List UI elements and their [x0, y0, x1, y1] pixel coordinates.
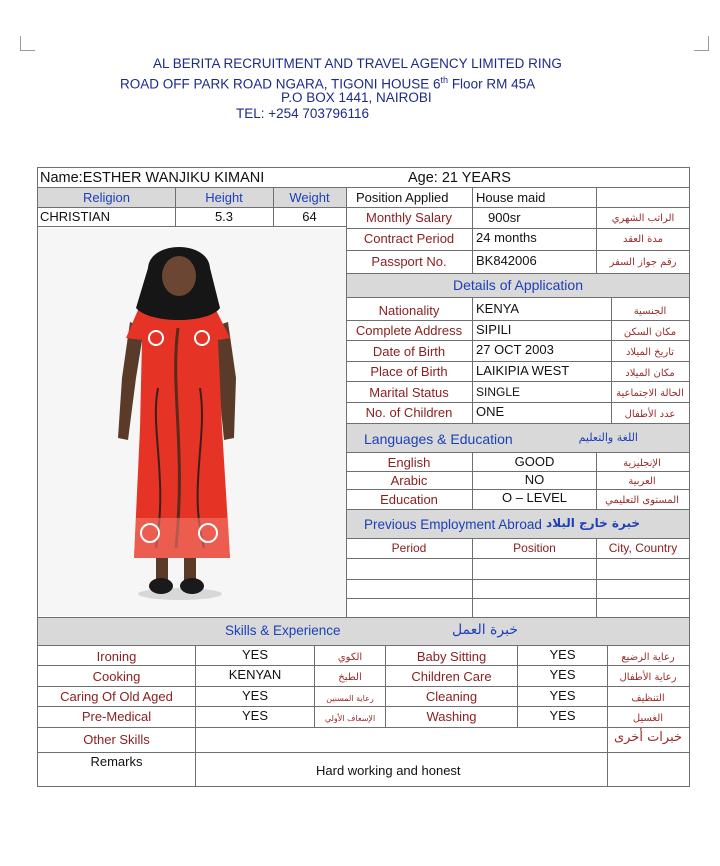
dob-label: Date of Birth	[372, 344, 446, 359]
children-label: No. of Children	[365, 405, 453, 420]
employment-col-period: Period	[391, 541, 427, 555]
skill-ironing-value: YES	[241, 647, 268, 662]
skill-elderly-label: Caring Of Old Aged	[60, 689, 173, 704]
contract-arabic: مدة العقد	[623, 234, 663, 245]
remarks-value: Hard working and honest	[316, 763, 461, 778]
marital-label: Marital Status	[369, 385, 449, 400]
contract-value: 24 months	[476, 230, 537, 245]
skill-premedical-label: Pre-Medical	[81, 709, 152, 724]
other-skills-label: Other Skills	[83, 732, 150, 747]
arabic-label: Arabic	[390, 473, 428, 488]
skill-washing-label: Washing	[426, 709, 477, 724]
candidate-age: Age: 21 YEARS	[408, 170, 511, 186]
skill-cooking-label: Cooking	[92, 669, 141, 684]
agency-name: AL BERITA RECRUITMENT AND TRAVEL AGENCY LIMITED RING	[153, 56, 562, 71]
skills-arabic: خبرة العمل	[452, 622, 518, 638]
skill-cleaning-label: Cleaning	[425, 689, 478, 704]
skill-elderly-arabic: رعاية المسنين	[326, 694, 374, 703]
salary-arabic: الراتب الشهري	[611, 213, 675, 224]
english-label: English	[387, 455, 431, 470]
skill-childrencare-arabic: رعاية الأطفال	[619, 672, 677, 683]
employment-title: Previous Employment Abroad	[364, 517, 542, 532]
address-label: Complete Address	[355, 323, 463, 338]
skill-cooking-arabic: الطبخ	[338, 672, 362, 683]
salary-label: Monthly Salary	[366, 210, 452, 225]
pob-arabic: مكان الميلاد	[625, 368, 675, 379]
skill-elderly-value: YES	[241, 688, 268, 703]
employment-col-city: City, Country	[608, 541, 678, 555]
skill-babysitting-arabic: رعاية الرضيع	[621, 652, 675, 663]
salary-value: 900sr	[488, 210, 521, 225]
skill-babysitting-value: YES	[549, 647, 576, 662]
skill-washing-arabic: الغسيل	[632, 713, 664, 724]
employment-arabic: خبرة خارج البلاد	[546, 516, 640, 530]
passport-label: Passport No.	[371, 254, 447, 269]
skill-cleaning-value: YES	[549, 688, 576, 703]
english-value: GOOD	[514, 454, 555, 469]
children-arabic: عدد الأطفال	[624, 409, 676, 420]
skill-premedical-value: YES	[241, 708, 268, 723]
marital-arabic: الحالة الاجتماعية	[616, 388, 684, 399]
address-arabic: مكان السكن	[623, 327, 677, 338]
person-figure-icon	[38, 228, 346, 616]
height-value: 5.3	[214, 209, 234, 224]
contract-label: Contract Period	[363, 231, 455, 246]
education-label: Education	[380, 492, 438, 507]
pob-value: LAIKIPIA WEST	[476, 363, 570, 378]
skill-childrencare-value: YES	[549, 667, 576, 682]
marital-value: SINGLE	[476, 385, 521, 399]
nationality-value: KENYA	[476, 301, 520, 316]
skill-babysitting-label: Baby Sitting	[416, 649, 487, 664]
agency-po-box: P.O BOX 1441, NAIROBI	[281, 90, 432, 105]
religion-label: Religion	[83, 190, 130, 205]
languages-title: Languages & Education	[364, 431, 513, 447]
employment-col-position: Position	[513, 541, 556, 555]
arabic-value: NO	[524, 472, 545, 487]
passport-value: BK842006	[476, 253, 537, 268]
other-skills-arabic: خبرات أخرى	[613, 730, 683, 745]
dob-arabic: تاريخ الميلاد	[625, 347, 675, 358]
skills-header	[38, 618, 689, 645]
skill-cooking-value: KENYAN	[228, 667, 282, 682]
skill-ironing-arabic: الكوي	[337, 652, 363, 663]
agency-address: ROAD OFF PARK ROAD NGARA, TIGONI HOUSE 6th Floor RM 45A	[120, 75, 536, 92]
skills-title: Skills & Experience	[225, 623, 341, 638]
education-arabic: المستوى التعليمي	[605, 495, 679, 506]
english-arabic: الإنجليزية	[623, 458, 661, 469]
skill-premedical-arabic: الإسعاف الأولي	[324, 714, 376, 723]
address-value: SIPILI	[476, 322, 512, 337]
religion-value: CHRISTIAN	[40, 209, 111, 224]
agency-phone: TEL: +254 703796116	[236, 106, 369, 121]
skill-cleaning-arabic: التنظيف	[631, 693, 665, 704]
remarks-label: Remarks	[90, 754, 143, 769]
candidate-name: Name:ESTHER WANJIKU KIMANI	[40, 170, 265, 186]
education-value: O – LEVEL	[501, 490, 568, 505]
arabic-arabic: العربية	[628, 476, 656, 487]
weight-label: Weight	[289, 190, 330, 205]
page-corner-mark-left	[20, 36, 35, 51]
candidate-photo	[38, 228, 346, 616]
skill-washing-value: YES	[549, 708, 576, 723]
skill-ironing-label: Ironing	[96, 649, 137, 664]
height-label: Height	[205, 190, 243, 205]
details-title: Details of Application	[453, 277, 583, 293]
passport-arabic: رقم جواز السفر	[609, 257, 677, 268]
skill-childrencare-label: Children Care	[411, 669, 492, 684]
pob-label: Place of Birth	[370, 364, 448, 379]
dob-value: 27 OCT 2003	[476, 342, 554, 357]
position-applied-value: House maid	[476, 190, 546, 205]
weight-value: 64	[302, 209, 317, 224]
nationality-arabic: الجنسية	[633, 306, 667, 317]
nationality-label: Nationality	[378, 303, 440, 318]
page-corner-mark-right	[694, 36, 709, 51]
languages-arabic: اللغة والتعليم	[578, 431, 638, 444]
children-value: ONE	[476, 404, 505, 419]
position-applied-label: Position Applied	[356, 190, 449, 205]
